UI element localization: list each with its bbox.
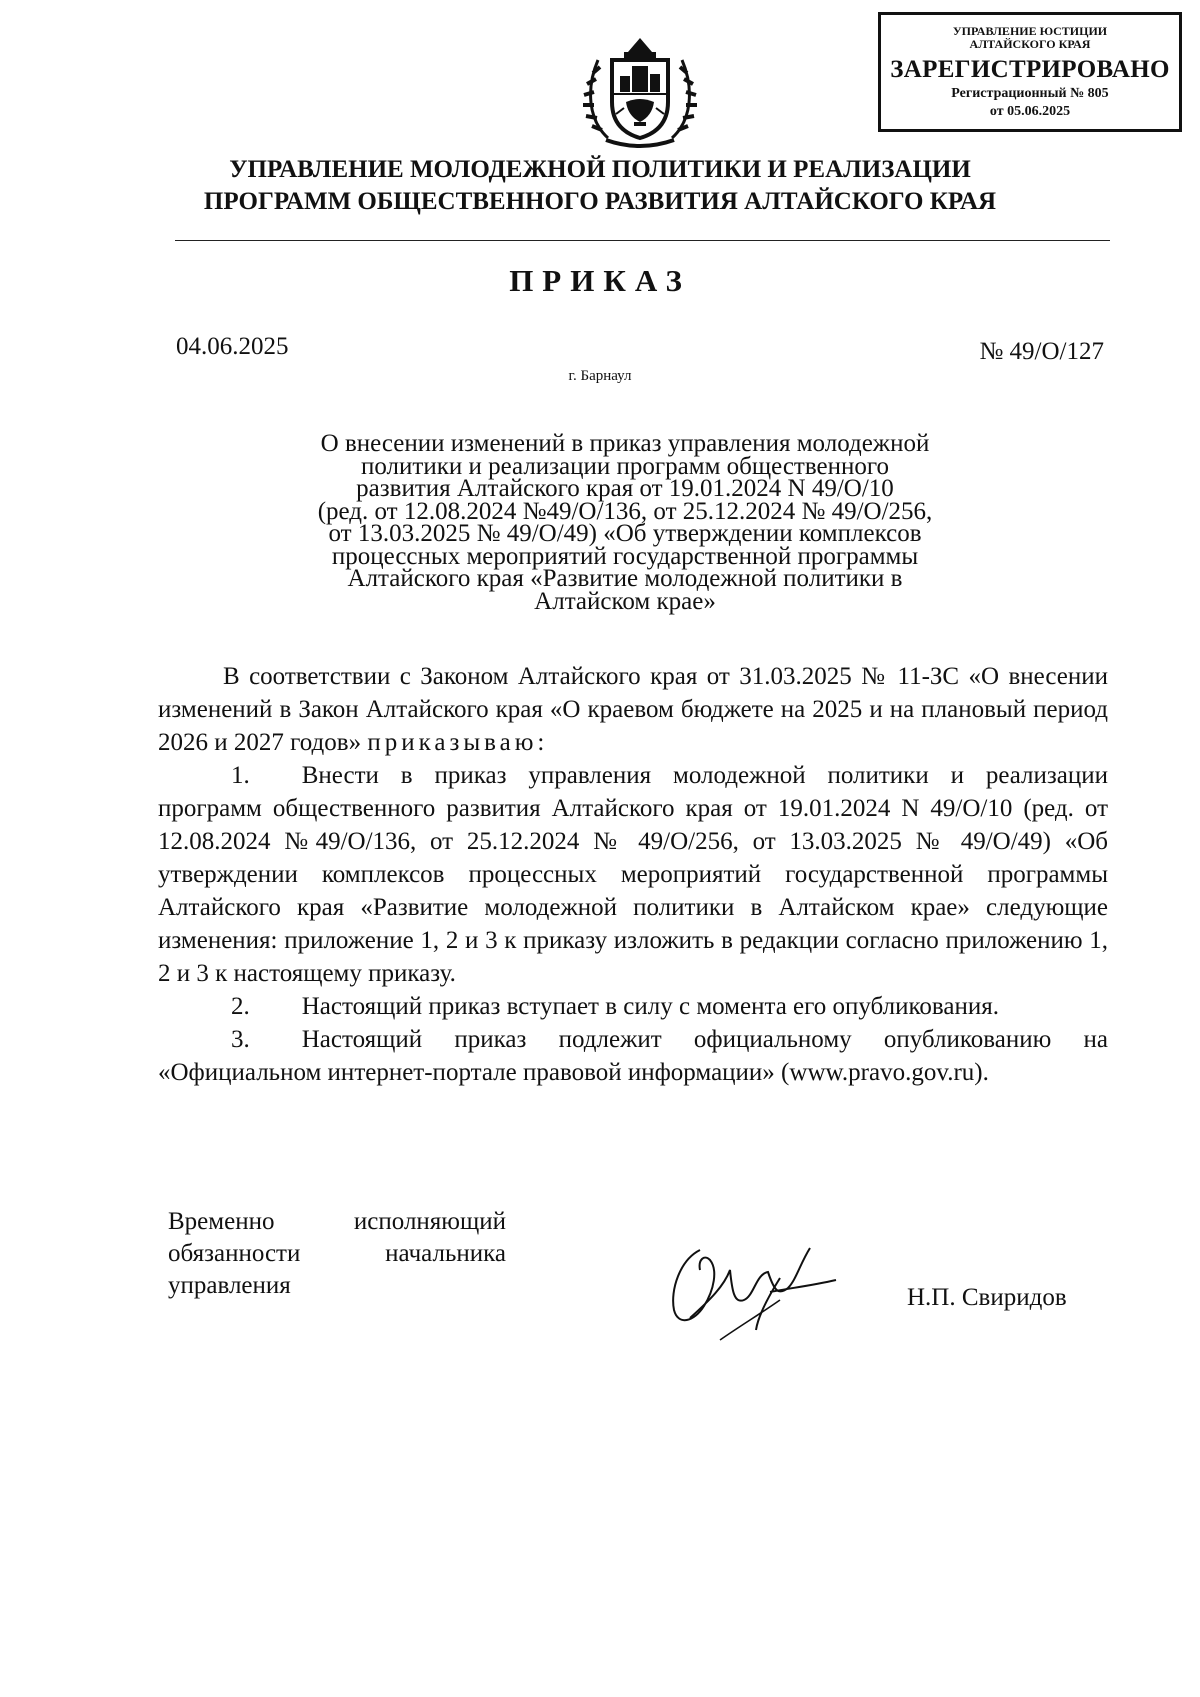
signer-position: [168, 1206, 506, 1302]
subject-line: развития Алтайского края от 19.01.2024 N 49/О/10: [356, 475, 894, 502]
handwritten-signature: [660, 1230, 850, 1348]
subject-line: от 13.03.2025 № 49/О/49) «Об утверждении комплексов: [328, 520, 922, 547]
order-city: г. Барнаул: [568, 368, 632, 384]
order-item-3: [158, 1023, 1108, 1089]
stamp-authority-line1: УПРАВЛЕНИЕ ЮСТИЦИИ: [952, 24, 1108, 38]
preamble-text: В соответствии с Законом Алтайского края от 31.03.2025 № 11-ЗС «О внесении изменений в Закон Алтайского края «О краевом бюджете на 2025 и на плановый период 2026 и 2027 годов»: [158, 663, 1108, 756]
order-date: 04.06.2025: [176, 333, 289, 360]
order-item-2: [158, 990, 1108, 1023]
organization-name-line1: УПРАВЛЕНИЕ МОЛОДЕЖНОЙ ПОЛИТИКИ И РЕАЛИЗАЦИИ: [229, 156, 971, 183]
subject-line: политики и реализации программ общественного: [360, 452, 889, 480]
order-item-number: 3.: [231, 1026, 250, 1053]
organization-name: [100, 154, 1100, 218]
order-number: № 49/О/127: [979, 338, 1104, 365]
order-item-1: [158, 759, 1108, 990]
subject-line: Алтайского края «Развитие молодежной политики в: [347, 565, 903, 592]
order-item-text: Настоящий приказ подлежит официальному опубликованию на «Официальном интернет-портале правовой информации» (www.pravo.gov.ru).: [158, 1026, 1108, 1086]
stamp-registration-date: от 05.06.2025: [989, 104, 1071, 119]
header-divider: [175, 240, 1110, 241]
order-word: приказываю:: [367, 729, 549, 756]
registration-stamp: [878, 12, 1182, 132]
subject-line: процессных мероприятий государственной программы: [331, 542, 919, 570]
order-item-number: 1.: [231, 762, 250, 789]
document-type-title: ПРИКАЗ: [509, 263, 691, 298]
coat-of-arms-icon: [580, 30, 700, 158]
stamp-registration-number: Регистрационный № 805: [951, 86, 1109, 101]
preamble-paragraph: [158, 660, 1108, 759]
signer-position-line1: Временно исполняющий: [168, 1208, 506, 1235]
order-subject: [250, 430, 1000, 615]
signer-position-line2: обязанности начальника: [168, 1240, 506, 1267]
order-body: [158, 660, 1108, 1089]
signer-position-line3: управления: [168, 1272, 291, 1299]
subject-line: (ред. от 12.08.2024 №49/О/136, от 25.12.2024 № 49/О/256,: [317, 497, 933, 525]
stamp-authority-line2: АЛТАЙСКОГО КРАЯ: [969, 37, 1091, 51]
signer-name: Н.П. Свиридов: [907, 1284, 1067, 1311]
subject-line: О внесении изменений в приказ управления молодежной: [320, 430, 930, 457]
order-item-number: 2.: [231, 993, 250, 1020]
order-item-text: Внести в приказ управления молодежной политики и реализации программ общественного развития Алтайского края от 19.01.2024 N 49/О/10 (ред. от 12.08.2024 №49/О/136, от 25.12.2024 № 49/О/256, от 13.03.2025 № 49/О/49) «Об утверждении комплексов процессных мероприятий государственной программы Алтайского края «Развитие молодежной политики в Алтайском крае» следующие изменения: приложение 1, 2 и 3 к приказу изложить в редакции согласно приложению 1, 2 и 3 к настоящему приказу.: [158, 762, 1108, 987]
organization-name-line2: ПРОГРАММ ОБЩЕСТВЕННОГО РАЗВИТИЯ АЛТАЙСКОГО КРАЯ: [203, 188, 997, 215]
order-item-text: Настоящий приказ вступает в силу с момента его опубликования.: [301, 993, 999, 1020]
stamp-status: ЗАРЕГИСТРИРОВАНО: [890, 56, 1170, 83]
subject-line: Алтайском крае»: [534, 587, 716, 615]
